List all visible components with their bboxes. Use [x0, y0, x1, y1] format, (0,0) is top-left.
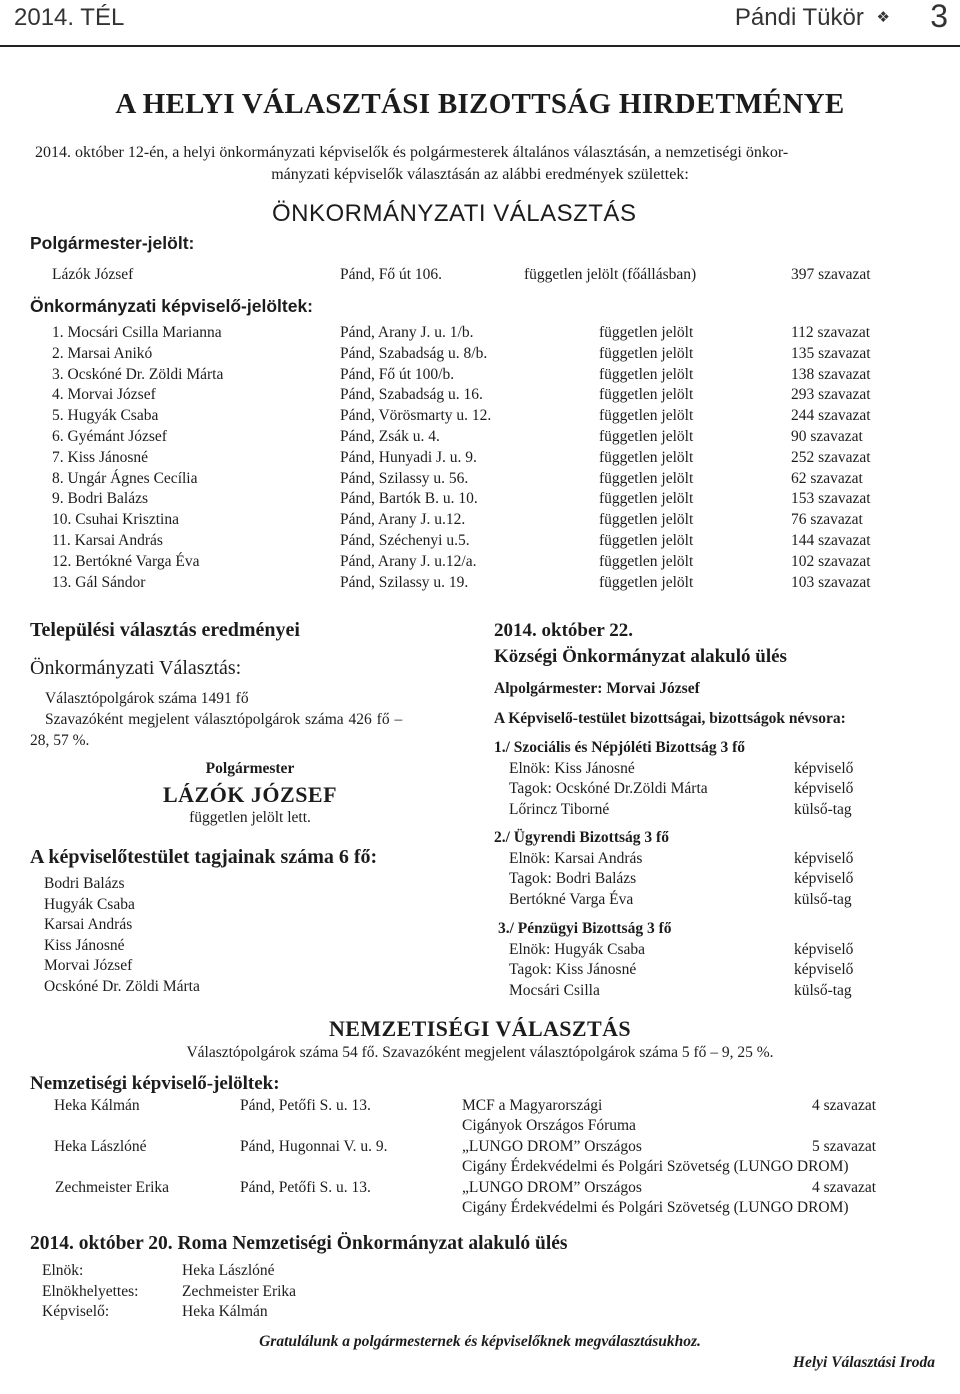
committee-member-name: Lőrincz Tiborné	[509, 800, 610, 818]
candidate-votes: 112 szavazat	[791, 324, 871, 341]
council-member: Ocskóné Dr. Zöldi Márta	[44, 978, 200, 995]
committee-member-role: képviselő	[794, 961, 854, 979]
candidate-status: független jelölt	[599, 532, 694, 549]
publication-title: Pándi Tükör	[734, 4, 864, 31]
candidate-name: 9. Bodri Balázs	[52, 490, 148, 508]
candidate-votes: 153 szavazat	[791, 490, 871, 508]
council-member: Karsai András	[44, 916, 133, 934]
committee-member-role: külső-tag	[794, 890, 852, 908]
candidate-status: független jelölt	[599, 324, 694, 341]
committee-member-name: Mocsári Csilla	[509, 981, 600, 999]
intro-line-1: 2014. október 12-én, a helyi önkormányzati képviselők és polgármesterek általános választásán, a nemzetiségi önkor-	[35, 144, 789, 161]
committee-member-name: Bertókné Varga Éva	[509, 890, 634, 908]
candidate-name: 13. Gál Sándor	[52, 573, 146, 591]
candidate-votes: 135 szavazat	[791, 344, 871, 362]
inaugural-date: 2014. október 22.	[494, 620, 633, 641]
officer-role: Elnök:	[42, 1262, 84, 1279]
mayor-candidate-heading: Polgármester-jelölt:	[30, 233, 195, 253]
officer-role: Képviselő:	[42, 1303, 110, 1321]
turnout-line-2: 28, 57 %.	[30, 732, 90, 749]
committees-heading: A Képviselő-testület bizottságai, bizottságok névsora:	[494, 710, 846, 727]
candidate-status: független jelölt (főállásban)	[524, 266, 697, 283]
council-candidate-row	[0, 345, 960, 366]
candidate-votes: 252 szavazat	[791, 448, 871, 466]
page-number: 3	[930, 0, 948, 34]
candidate-votes: 102 szavazat	[791, 552, 871, 570]
council-candidate-row	[0, 407, 960, 428]
minority-summary: Választópolgárok száma 54 fő. Szavazóként megjelent választópolgárok száma 5 fő – 9, 25 %.	[186, 1044, 774, 1061]
council-candidate-row	[0, 490, 960, 511]
candidate-name: 10. Csuhai Krisztina	[52, 511, 179, 529]
council-candidate-row	[0, 366, 960, 387]
candidate-votes: 62 szavazat	[791, 469, 863, 487]
mayor-name: LÁZÓK JÓZSEF	[162, 782, 338, 807]
council-candidate-row	[0, 511, 960, 532]
candidate-name: 1. Mocsári Csilla Marianna	[52, 324, 222, 341]
intro-line-2: mányzati képviselők választásán az alábbi eredmények születtek:	[271, 166, 689, 183]
committee-member-name: Tagok: Bodri Balázs	[509, 870, 637, 888]
minority-candidate-organization: „LUNGO DROM” Országos	[462, 1179, 642, 1196]
council-candidate-row	[0, 324, 960, 345]
council-member: Kiss Jánosné	[44, 936, 125, 954]
candidate-address: Pánd, Bartók B. u. 10.	[340, 490, 478, 508]
candidate-votes: 397 szavazat	[791, 266, 871, 283]
minority-candidate-address: Pánd, Petőfi S. u. 13.	[240, 1097, 371, 1114]
officer-name: Heka Lászlóné	[182, 1262, 275, 1279]
inaugural-heading: Községi Önkormányzat alakuló ülés	[494, 646, 787, 667]
committee-member-role: képviselő	[794, 760, 854, 777]
committee-member-role: képviselő	[794, 870, 854, 888]
candidate-votes: 138 szavazat	[791, 365, 871, 383]
officer-name: Zechmeister Erika	[182, 1282, 297, 1300]
candidate-address: Pánd, Fő út 106.	[340, 266, 443, 283]
council-candidate-row	[0, 449, 960, 470]
closing-message: Gratulálunk a polgármesternek és képviselőknek megválasztásukhoz.	[259, 1333, 701, 1350]
committee-member-name: Elnök: Karsai András	[509, 850, 643, 867]
candidate-address: Pánd, Zsák u. 4.	[340, 428, 440, 445]
minority-candidate-organization-full: Cigányok Országos Fóruma	[462, 1117, 636, 1134]
header-divider	[0, 45, 960, 47]
candidate-status: független jelölt	[599, 448, 694, 466]
section-title-minority-election: NEMZETISÉGI VÁLASZTÁS	[328, 1016, 632, 1041]
council-candidate-row	[0, 386, 960, 407]
candidate-name: 11. Karsai András	[52, 532, 163, 549]
candidate-votes: 103 szavazat	[791, 573, 871, 591]
candidate-votes: 293 szavazat	[791, 386, 871, 404]
candidate-name: Lázók József	[52, 266, 134, 283]
candidate-name: 12. Bertókné Varga Éva	[52, 552, 200, 570]
local-results-heading: Települési választás eredményei	[30, 619, 300, 641]
committee-member-name: Tagok: Ocskóné Dr.Zöldi Márta	[509, 780, 708, 798]
mayor-label: Polgármester	[205, 760, 295, 777]
candidate-votes: 144 szavazat	[791, 532, 871, 549]
candidate-address: Pánd, Fő út 100/b.	[340, 365, 455, 383]
committee-member-name: Elnök: Hugyák Csaba	[509, 941, 646, 958]
candidate-address: Pánd, Szabadság u. 16.	[340, 386, 483, 404]
candidate-name: 6. Gyémánt József	[52, 428, 167, 445]
candidate-name: 7. Kiss Jánosné	[52, 448, 149, 466]
minority-candidate-votes: 4 szavazat	[812, 1097, 877, 1114]
minority-candidates-heading: Nemzetiségi képviselő-jelöltek:	[30, 1073, 280, 1094]
candidate-name: 5. Hugyák Csaba	[52, 407, 159, 425]
council-member: Morvai József	[44, 957, 133, 975]
candidate-status: független jelölt	[599, 407, 694, 425]
issue-date: 2014. TÉL	[14, 4, 125, 31]
minority-candidate-name: Heka Lászlóné	[54, 1138, 147, 1155]
candidate-status: független jelölt	[599, 386, 694, 404]
minority-candidate-name: Zechmeister Erika	[55, 1179, 170, 1196]
council-member: Bodri Balázs	[44, 875, 125, 892]
mayor-note: független jelölt lett.	[189, 809, 311, 826]
officer-role: Elnökhelyettes:	[42, 1282, 139, 1300]
candidate-votes: 76 szavazat	[791, 511, 863, 529]
minority-candidate-votes: 4 szavazat	[812, 1179, 877, 1196]
section-title-local-election: ÖNKORMÁNYZATI VÁLASZTÁS	[272, 200, 637, 227]
voters-count: Választópolgárok száma 1491 fő	[45, 690, 249, 707]
minority-candidate-address: Pánd, Hugonnai V. u. 9.	[240, 1138, 388, 1155]
candidate-address: Pánd, Arany J. u. 1/b.	[340, 324, 474, 341]
council-candidate-row	[0, 553, 960, 574]
candidate-status: független jelölt	[599, 428, 694, 445]
council-candidate-row	[0, 428, 960, 449]
committee-member-role: képviselő	[794, 941, 854, 958]
candidate-address: Pánd, Széchenyi u.5.	[340, 532, 470, 549]
candidate-status: független jelölt	[599, 552, 694, 570]
candidate-votes: 244 szavazat	[791, 407, 871, 425]
committee-member-role: képviselő	[794, 850, 854, 867]
minority-candidate-name: Heka Kálmán	[54, 1097, 140, 1114]
council-candidate-row	[0, 470, 960, 491]
committee-member-name: Elnök: Kiss Jánosné	[509, 760, 635, 777]
turnout-line-1: Szavazóként megjelent választópolgárok száma 426 fő –	[45, 711, 403, 728]
committee-member-role: képviselő	[794, 780, 854, 798]
candidate-status: független jelölt	[599, 469, 694, 487]
candidate-name: 2. Marsai Anikó	[52, 344, 153, 362]
council-candidates-heading: Önkormányzati képviselő-jelöltek:	[30, 296, 314, 316]
minority-candidate-organization-full: Cigány Érdekvédelmi és Polgári Szövetség (LUNGO DROM)	[462, 1199, 849, 1216]
candidate-address: Pánd, Szilassy u. 56.	[340, 469, 469, 487]
committee-title: 3./ Pénzügyi Bizottság 3 fő	[498, 920, 672, 937]
council-members-heading: A képviselőtestület tagjainak száma 6 fő:	[30, 846, 378, 868]
candidate-status: független jelölt	[599, 344, 694, 362]
committee-member-role: külső-tag	[794, 981, 852, 999]
candidate-address: Pánd, Vörösmarty u. 12.	[340, 407, 492, 425]
committee-title: 2./ Ügyrendi Bizottság 3 fő	[494, 829, 669, 846]
candidate-status: független jelölt	[599, 511, 694, 529]
publication-name	[735, 4, 890, 32]
candidate-votes: 90 szavazat	[791, 428, 863, 445]
candidate-address: Pánd, Arany J. u.12/a.	[340, 552, 477, 570]
candidate-address: Pánd, Hunyadi J. u. 9.	[340, 448, 477, 466]
roma-inaugural-heading: 2014. október 20. Roma Nemzetiségi Önkormányzat alakuló ülés	[30, 1233, 568, 1254]
committee-member-role: külső-tag	[794, 800, 852, 818]
candidate-name: 8. Ungár Ágnes Cecília	[52, 469, 198, 487]
committee-member-name: Tagok: Kiss Jánosné	[509, 961, 637, 979]
committee-title: 1./ Szociális és Népjóléti Bizottság 3 fő	[494, 739, 745, 756]
candidate-name: 4. Morvai József	[52, 386, 156, 404]
candidate-name: 3. Ocskóné Dr. Zöldi Márta	[52, 365, 224, 383]
officer-name: Heka Kálmán	[182, 1303, 268, 1321]
signature: Helyi Választási Iroda	[792, 1354, 935, 1371]
candidate-address: Pánd, Szabadság u. 8/b.	[340, 344, 488, 362]
page-title: A HELYI VÁLASZTÁSI BIZOTTSÁG HIRDETMÉNYE	[115, 88, 845, 120]
candidate-status: független jelölt	[599, 573, 694, 591]
minority-candidate-organization-full: Cigány Érdekvédelmi és Polgári Szövetség (LUNGO DROM)	[462, 1158, 849, 1175]
deputy-mayor: Alpolgármester: Morvai József	[494, 680, 700, 697]
minority-candidate-address: Pánd, Petőfi S. u. 13.	[240, 1179, 371, 1196]
council-candidate-row	[0, 532, 960, 553]
candidate-status: független jelölt	[599, 490, 694, 508]
minority-candidate-organization: MCF a Magyarországi	[462, 1097, 603, 1114]
ornament-icon: ❖	[876, 9, 890, 26]
minority-candidate-organization: „LUNGO DROM” Országos	[462, 1138, 642, 1155]
candidate-address: Pánd, Szilassy u. 19.	[340, 573, 469, 591]
candidate-status: független jelölt	[599, 365, 694, 383]
minority-candidate-votes: 5 szavazat	[812, 1138, 877, 1155]
local-election-subheading: Önkormányzati Választás:	[30, 657, 242, 679]
council-candidate-row	[0, 574, 960, 595]
candidate-address: Pánd, Arany J. u.12.	[340, 511, 466, 529]
council-member: Hugyák Csaba	[44, 895, 135, 913]
mayor-candidate-row	[0, 266, 960, 287]
